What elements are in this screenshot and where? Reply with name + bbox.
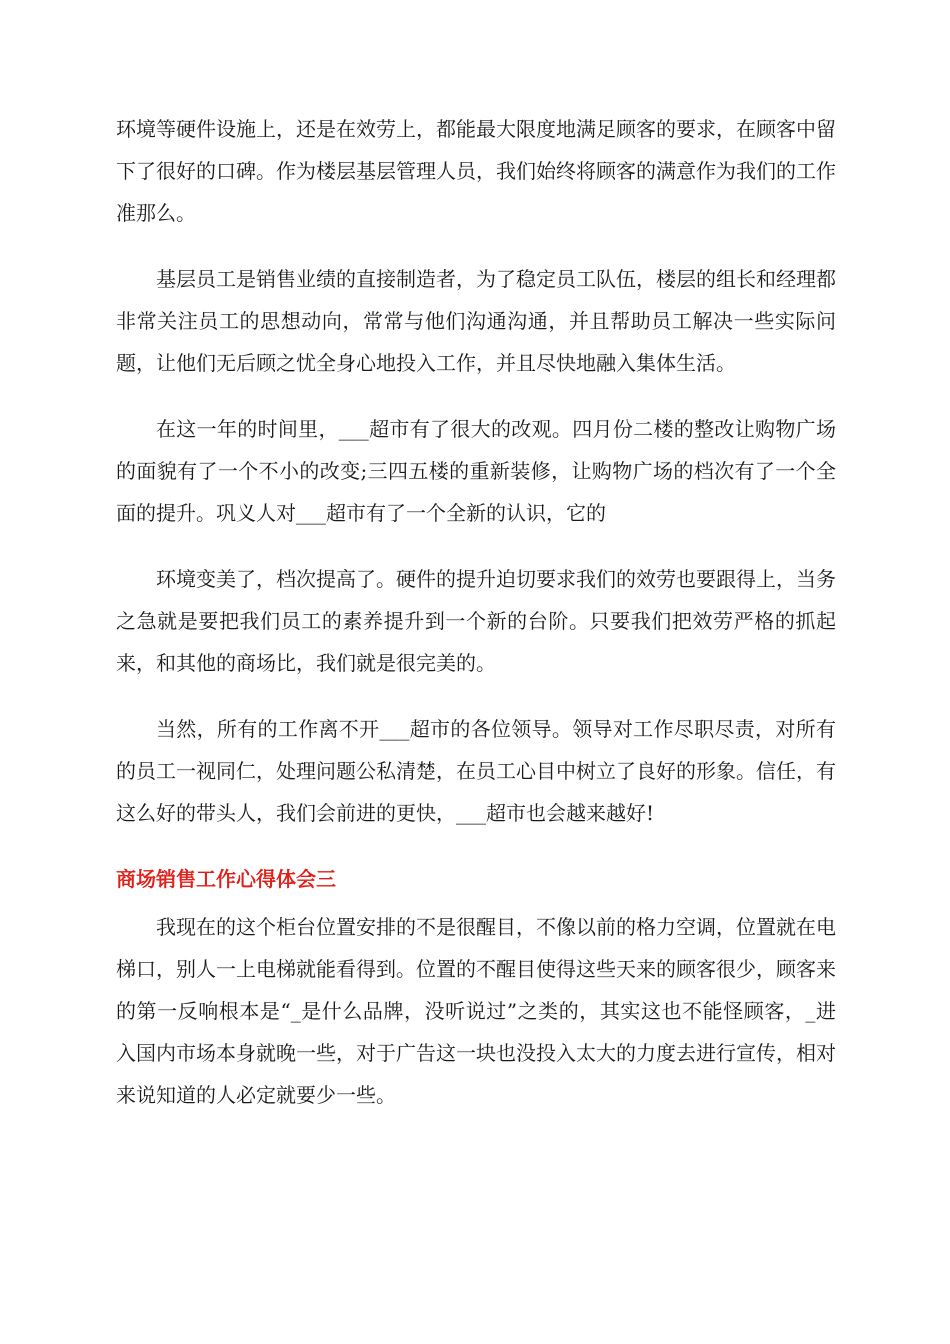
paragraph-6: 我现在的这个柜台位置安排的不是很醒目，不像以前的格力空调，位置就在电梯口，别人一上电梯就能看得到。位置的不醒目使得这些天来的顾客很少，顾客来的第一反响根本是“_是什么品牌，没听说过”之类的，其实这也不能怪顾客，_进入国内市场本身就晚一些，对于广告这一块也没投入太大的力度去进行宣传，相对来说知道的人必定就要少一些。 xyxy=(116,915,836,1107)
paragraph-2: 基层员工是销售业绩的直接制造者，为了稳定员工队伍，楼层的组长和经理都非常关注员工的思想动向，常常与他们沟通沟通，并且帮助员工解决一些实际问题，让他们无后顾之忧全身心地投入工作，并且尽快地融入集体生活。 xyxy=(116,267,836,375)
section-heading: 商场销售工作心得体会三 xyxy=(116,867,336,891)
paragraph-4: 环境变美了，档次提高了。硬件的提升迫切要求我们的效劳也要跟得上，当务之急就是要把我们员工的素养提升到一个新的台阶。只要我们把效劳严格的抓起来，和其他的商场比，我们就是很完美的。 xyxy=(116,567,836,675)
paragraph-5: 当然，所有的工作离不开___超市的各位领导。领导对工作尽职尽责，对所有的员工一视同仁，处理问题公私清楚，在员工心目中树立了良好的形象。信任，有这么好的带头人，我们会前进的更快，___超市也会越来越好! xyxy=(116,717,836,825)
paragraph-1: 环境等硬件设施上，还是在效劳上，都能最大限度地满足顾客的要求，在顾客中留下了很好的口碑。作为楼层基层管理人员，我们始终将顾客的满意作为我们的工作准那么。 xyxy=(116,117,836,225)
document-page xyxy=(116,108,836,1140)
paragraph-3: 在这一年的时间里，___超市有了很大的改观。四月份二楼的整改让购物广场的面貌有了一个不小的改变;三四五楼的重新装修，让购物广场的档次有了一个全面的提升。巩义人对___超市有了一个全新的认识，它的 xyxy=(116,417,836,525)
